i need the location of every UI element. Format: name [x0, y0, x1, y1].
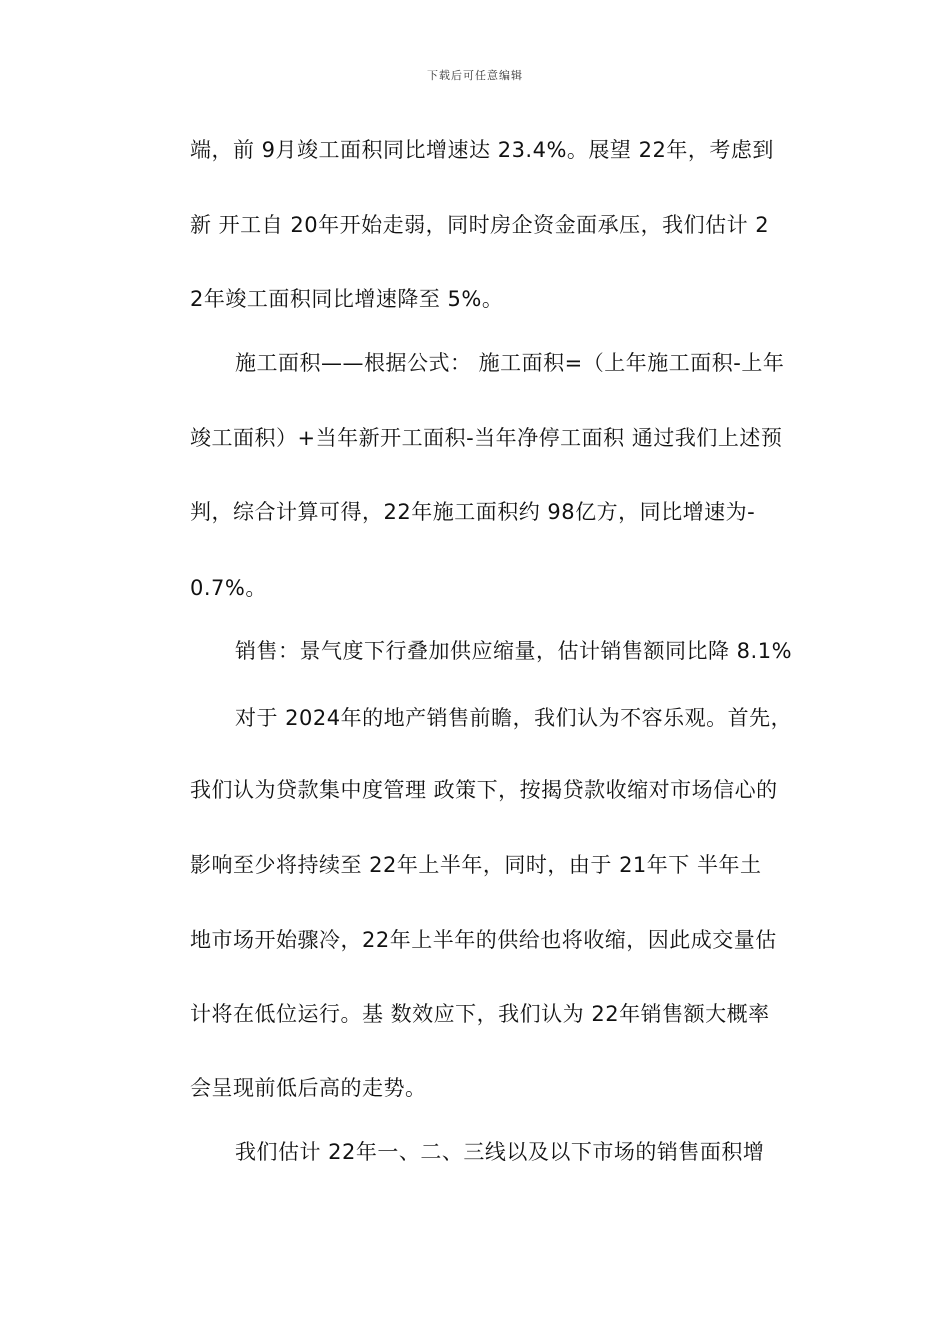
body-text-line: 2年竣工面积同比增速降至 5%。: [190, 287, 504, 311]
body-text-line: 0.7%。: [190, 576, 267, 600]
body-text-line: 判，综合计算可得，22年施工面积约 98亿方，同比增速为-: [190, 500, 756, 524]
section-heading: 销售：景气度下行叠加供应缩量，估计销售额同比降 8.1%: [235, 639, 793, 663]
page-header: 下载后可任意编辑: [427, 69, 523, 82]
body-text-line: 会呈现前低后高的走势。: [190, 1076, 427, 1100]
body-text-line: 计将在低位运行。基 数效应下，我们认为 22年销售额大概率: [190, 1002, 770, 1026]
paragraph-first-line: 施工面积——根据公式： 施工面积=（上年施工面积-上年: [235, 351, 785, 375]
paragraph-first-line: 我们估计 22年一、二、三线以及以下市场的销售面积增: [235, 1140, 765, 1164]
body-text-line: 竣工面积）+当年新开工面积-当年净停工面积 通过我们上述预: [190, 426, 783, 450]
body-text-line: 我们认为贷款集中度管理 政策下，按揭贷款收缩对市场信心的: [190, 778, 778, 802]
body-text-line: 新 开工自 20年开始走弱，同时房企资金面承压，我们估计 2: [190, 213, 770, 237]
paragraph-first-line: 对于 2024年的地产销售前瞻，我们认为不容乐观。首先，: [235, 706, 793, 730]
body-text-line: 端，前 9月竣工面积同比增速达 23.4%。展望 22年，考虑到: [190, 138, 774, 162]
body-text-line: 地市场开始骤冷，22年上半年的供给也将收缩，因此成交量估: [190, 928, 777, 952]
body-text-line: 影响至少将持续至 22年上半年，同时，由于 21年下 半年土: [190, 853, 762, 877]
